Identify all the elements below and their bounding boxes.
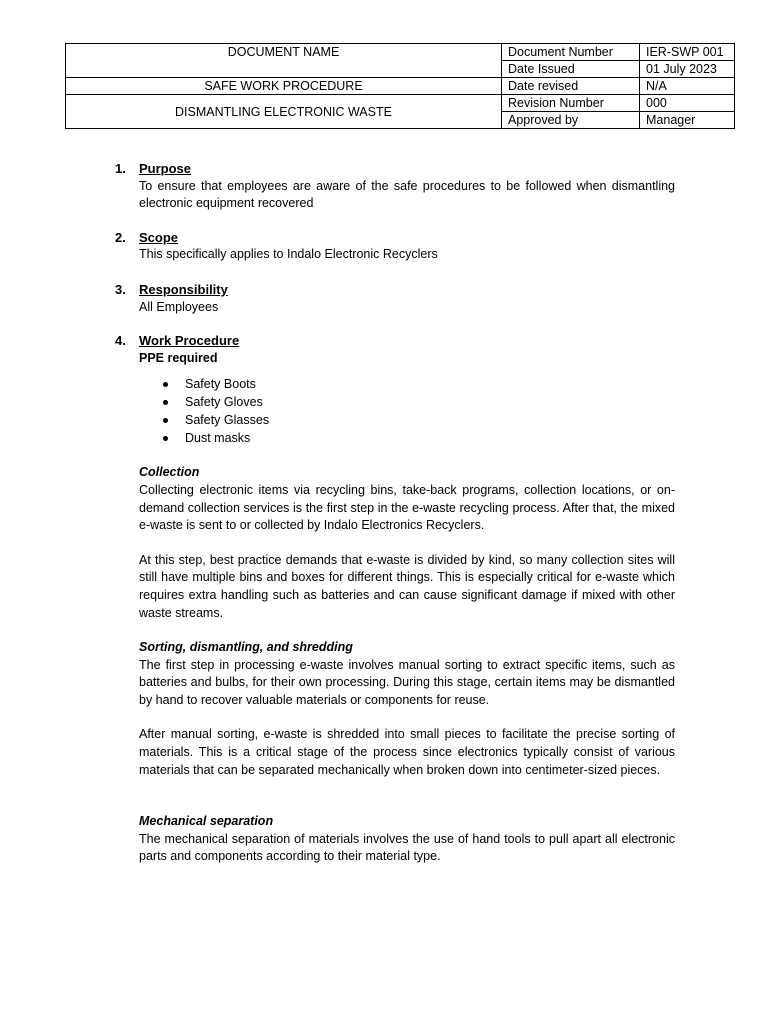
field-value-revision-number: 000 [640, 95, 735, 112]
field-label-approved-by: Approved by [502, 112, 640, 129]
section-work-procedure [115, 332, 675, 866]
list-item [185, 393, 675, 411]
field-value-document-number: IER-SWP 001 [640, 44, 735, 61]
field-label-date-revised: Date revised [502, 78, 640, 95]
document-title: DISMANTLING ELECTRONIC WASTE [66, 95, 502, 129]
section-responsibility [115, 281, 675, 316]
section-text: All Employees [139, 299, 219, 314]
bullet-icon [163, 382, 168, 387]
ppe-heading: PPE required [139, 350, 218, 365]
document-body [115, 160, 675, 866]
section-number: 2. [115, 229, 126, 245]
bullet-icon [163, 436, 168, 441]
document-type: SAFE WORK PROCEDURE [66, 78, 502, 95]
list-item-label: Safety Glasses [185, 413, 270, 428]
field-label-document-number: Document Number [502, 44, 640, 61]
section-title: Purpose [139, 161, 192, 176]
section-title: Work Procedure [139, 333, 240, 349]
section-text: To ensure that employees are aware of the safe procedures to be followed when dismantling electronic equipment recovered [139, 178, 675, 211]
field-value-date-revised: N/A [640, 78, 735, 95]
mechanical-paragraph-1: The mechanical separation of materials involves the use of hand tools to pull apart all electronic parts and components according to their material type. [139, 831, 675, 864]
field-label-date-issued: Date Issued [502, 61, 640, 78]
ppe-list [139, 375, 675, 447]
section-number: 1. [115, 161, 126, 176]
collection-heading: Collection [139, 465, 200, 480]
section-text: This specifically applies to Indalo Electronic Recyclers [139, 247, 438, 262]
section-title: Scope [139, 229, 179, 245]
list-item [185, 411, 675, 429]
list-item-label: Safety Boots [185, 377, 256, 392]
bullet-icon [163, 400, 168, 405]
collection-paragraph-1: Collecting electronic items via recycling bins, take-back programs, collection locations, or on-demand collection services is the first step in the e-waste recycling process. After that, the mixed e-waste is sent to or collected by Indalo Electronics Recyclers. [139, 482, 675, 533]
document-name-label: DOCUMENT NAME [66, 44, 502, 78]
section-purpose [115, 160, 675, 213]
field-label-revision-number: Revision Number [502, 95, 640, 112]
list-item [185, 429, 675, 447]
field-value-approved-by: Manager [640, 112, 735, 129]
document-header-table [65, 43, 735, 129]
sorting-paragraph-1: The first step in processing e-waste involves manual sorting to extract specific items, such as batteries and bulbs, for their own processing. During this stage, certain items may be dismantled by hand to recover valuable materials or components for reuse. [139, 657, 675, 707]
field-value-date-issued: 01 July 2023 [640, 61, 735, 78]
list-item [185, 375, 675, 393]
sorting-paragraph-2: After manual sorting, e-waste is shredded into small pieces to facilitate the precise sorting of materials. This is a critical stage of the process since electronics typically consist of various materials that can be separated mechanically when broken down into centimeter-sized pieces. [139, 727, 675, 777]
section-scope [115, 229, 675, 264]
section-number: 4. [115, 333, 126, 349]
section-number: 3. [115, 281, 126, 297]
bullet-icon [163, 418, 168, 423]
mechanical-heading: Mechanical separation [139, 814, 274, 829]
list-item-label: Safety Gloves [185, 395, 263, 410]
collection-paragraph-2: At this step, best practice demands that e-waste is divided by kind, so many collection sites will still have multiple bins and boxes for different things. This is especially critical for e-waste which requires extra handling such as batteries and can cause significant damage if mixed with other waste streams. [139, 552, 675, 620]
section-title: Responsibility [139, 281, 228, 297]
sorting-heading: Sorting, dismantling, and shredding [139, 640, 353, 655]
list-item-label: Dust masks [185, 431, 251, 446]
